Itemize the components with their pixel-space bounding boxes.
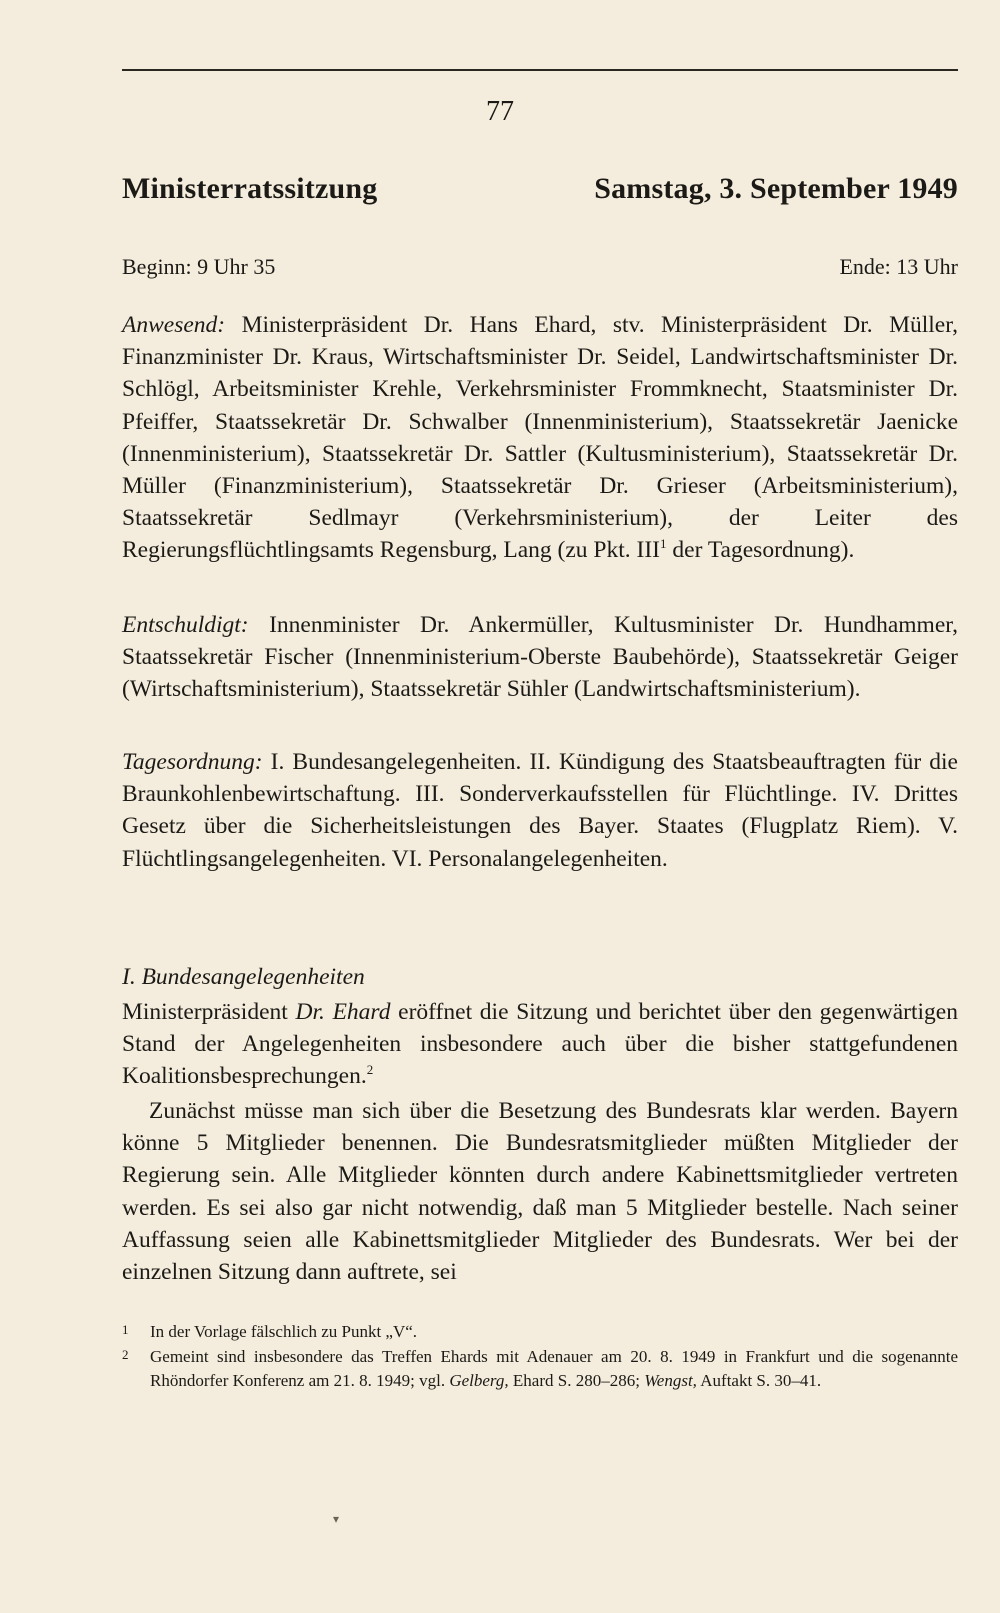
footnote-2-mid: Ehard S. 280–286; xyxy=(508,1371,645,1390)
footnote-2-number: 2 xyxy=(122,1347,129,1362)
page-number: 77 xyxy=(486,96,514,127)
section-title: I. Bundesangelegenheiten xyxy=(122,964,365,990)
heading-row xyxy=(122,172,958,206)
section-p1-post: eröffnet die Sitzung und berichtet über den gegenwärtigen Stand der Angelegenheiten insbesondere auch über die bisher stattgefundenen Koalitionsbesprechungen. xyxy=(122,999,958,1090)
attendees-tail: der Tagesordnung). xyxy=(666,537,855,564)
attendees-paragraph xyxy=(122,309,958,567)
footnote-2 xyxy=(122,1345,958,1393)
end-time: Ende: 13 Uhr xyxy=(839,254,958,279)
attendees-label: Anwesend: xyxy=(122,312,226,338)
excused-paragraph xyxy=(122,609,958,706)
attendees-text: Ministerpräsident Dr. Hans Ehard, stv. Ministerpräsident Dr. Müller, Finanzminister Dr. Kraus, Wirtschaftsminister Dr. Seidel, Landwirtschaftsminister Dr. Schlögl, Arbeitsminister Krehle, Verkehrsminister Frommknecht, Staatsminister Dr. Pfeiffer, Staatssekretär Dr. Schwalber (Innenministerium), Staatssekretär Jaenicke (Innenministerium), Staatssekretär Dr. Sattler (Kultusministerium), Staatssekretär Dr. Müller (Finanzministerium), Staatssekretär Dr. Grieser (Arbeitsministerium), Staatssekretär Sedlmayr (Verkehrsministerium), der Leiter des Regierungsflüchtlingsamts Regensburg, Lang (zu Pkt. III xyxy=(122,312,958,564)
stray-mark: ▾ xyxy=(333,1512,340,1526)
agenda-text: I. Bundesangelegenheiten. II. Kündigung des Staatsbeauftragten für die Braunkohlenbewirtschaftung. III. Sonderverkaufsstellen für Flüchtlinge. IV. Drittes Gesetz über die Sicherheitsleistungen des Bayer. Staates (Flugplatz Riem). V. Flüchtlingsangelegenheiten. VI. Personalangelegenheiten. xyxy=(122,749,958,872)
footnote-1-text: In der Vorlage fälschlich zu Punkt „V“. xyxy=(150,1322,418,1341)
header-rule xyxy=(122,69,958,71)
session-date: Samstag, 3. September 1949 xyxy=(594,172,958,205)
footnote-1-number: 1 xyxy=(122,1322,129,1337)
agenda-paragraph xyxy=(122,746,958,875)
footnote-2-post: Auftakt S. 30–41. xyxy=(696,1371,822,1390)
excused-text: Innenminister Dr. Ankermüller, Kultusminister Dr. Hundhammer, Staatssekretär Fischer (Innenministerium-Oberste Baubehörde), Staatssekretär Geiger (Wirtschaftsministerium), Staatssekretär Sühler (Landwirtschaftsministerium). xyxy=(122,612,959,703)
section-paragraph-2: Zunächst müsse man sich über die Besetzung des Bundesrats klar werden. Bayern könne 5 Mitglieder benennen. Die Bundesratsmitglieder müßten Mitglieder der Regierung sein. Alle Mitglieder könnten durch andere Kabinettsmitglieder vertreten werden. Es sei also gar nicht notwendig, daß man 5 Mitglieder bestelle. Nach seiner Auffassung seien alle Kabinettsmitglieder Mitglieder des Bundesrats. Wer bei der einzelnen Sitzung dann auftrete, sei xyxy=(122,1098,958,1286)
footnote-2-ref2: Wengst, xyxy=(644,1371,697,1390)
person-name: Dr. Ehard xyxy=(295,999,391,1025)
agenda-label: Tagesordnung: xyxy=(122,749,263,775)
footnote-2-ref1: Gelberg, xyxy=(449,1371,509,1390)
footnote-ref-1: 1 xyxy=(660,536,667,552)
footnote-1 xyxy=(122,1320,958,1344)
time-row xyxy=(122,254,958,280)
footnote-2-text xyxy=(150,1345,958,1393)
section-p1-pre: Ministerpräsident xyxy=(122,999,296,1025)
footnote-ref-2: 2 xyxy=(366,1062,374,1078)
footnote-2-pre: Gemeint sind insbesondere das Treffen Ehards mit Adenauer am 20. 8. 1949 in Frankfurt und die sogenannte Rhöndorfer Konferenz am 21. 8. 1949; vgl. xyxy=(150,1347,958,1390)
session-title: Ministerratssitzung xyxy=(122,172,378,205)
excused-label: Entschuldigt: xyxy=(122,612,249,638)
section-paragraph-1 xyxy=(122,996,958,1093)
begin-time: Beginn: 9 Uhr 35 xyxy=(122,254,276,279)
